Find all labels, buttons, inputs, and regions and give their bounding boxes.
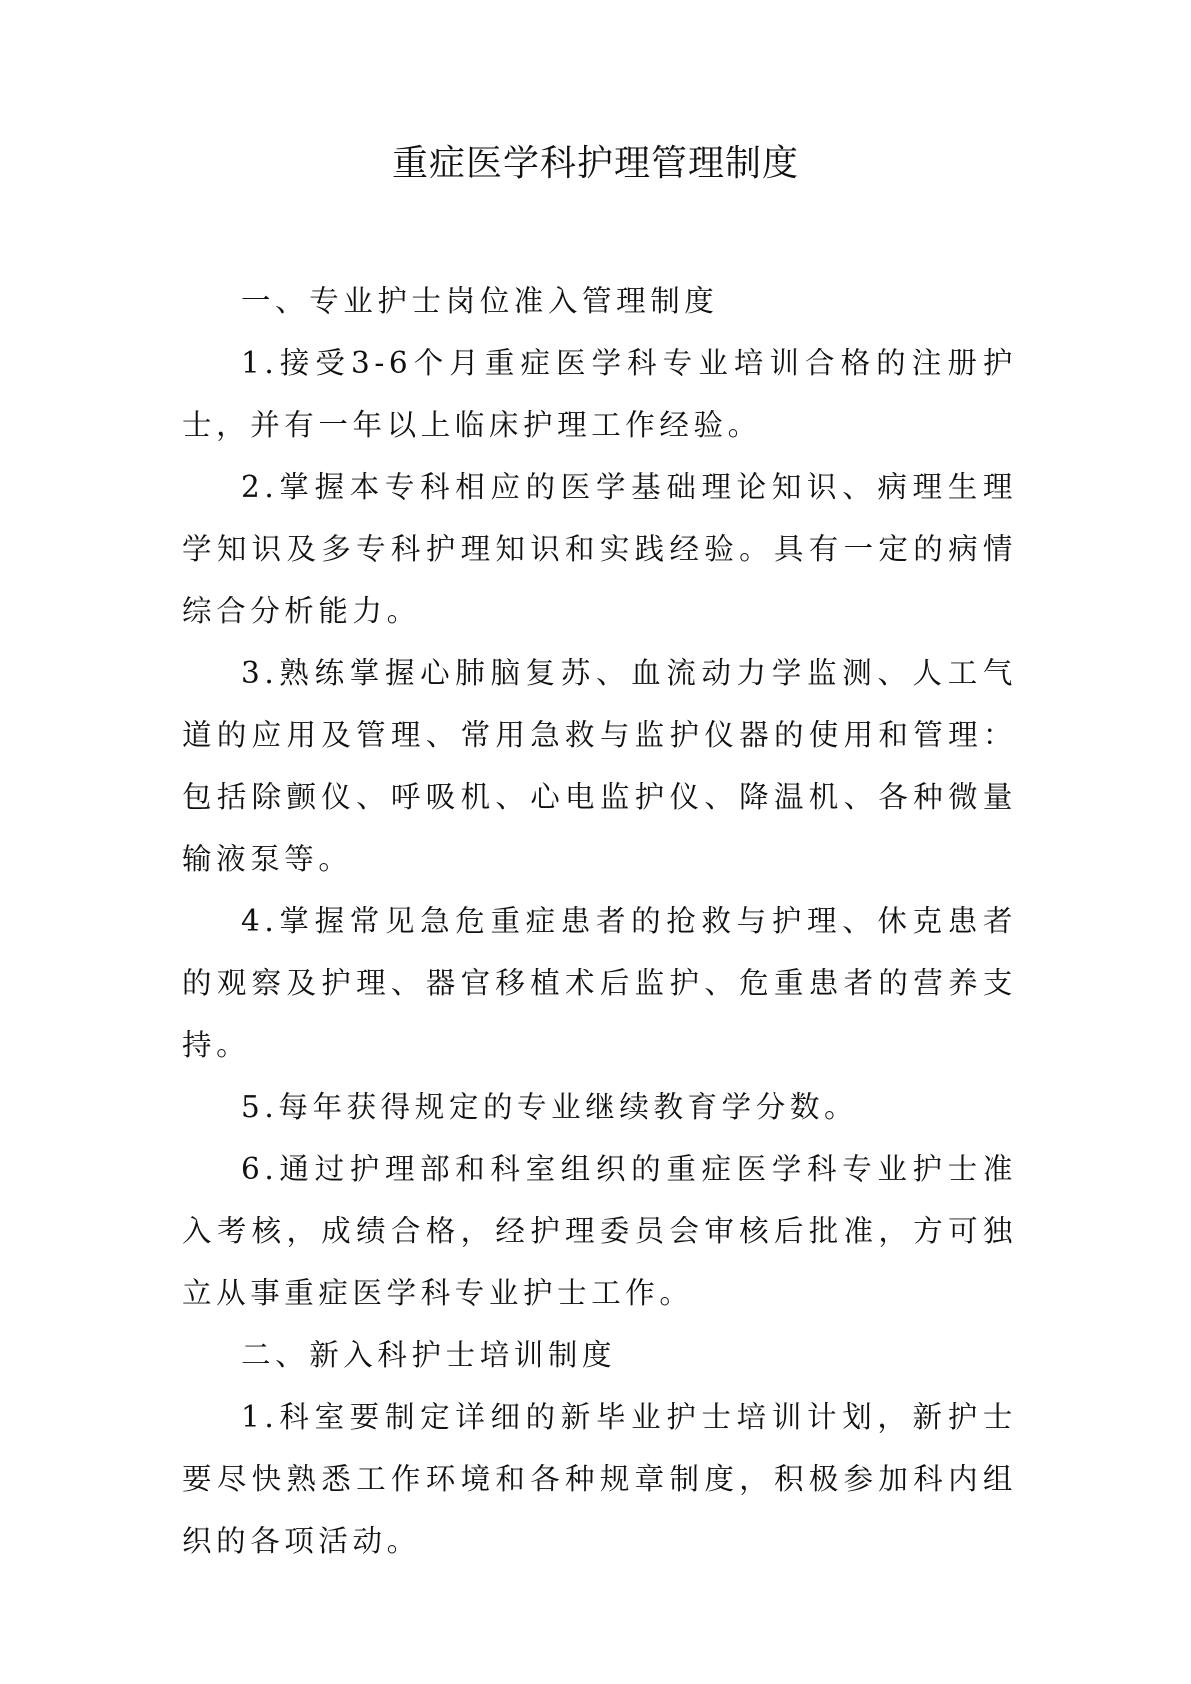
paragraph: 4.掌握常见急危重症患者的抢救与护理、休克患者的观察及护理、器官移植术后监护、危重患者的营养支持。 <box>182 904 1017 1062</box>
document-body <box>182 270 1017 1572</box>
paragraph: 1.科室要制定详细的新毕业护士培训计划，新护士要尽快熟悉工作环境和各种规章制度，积极参加科内组织的各项活动。 <box>182 1400 1017 1558</box>
paragraph: 6.通过护理部和科室组织的重症医学科专业护士准入考核，成绩合格，经护理委员会审核后批准，方可独立从事重症医学科专业护士工作。 <box>182 1152 1017 1310</box>
document-title: 重症医学科护理管理制度 <box>391 143 799 184</box>
paragraph: 5.每年获得规定的专业继续教育学分数。 <box>241 1090 859 1124</box>
paragraph: 1.接受3-6个月重症医学科专业培训合格的注册护士，并有一年以上临床护理工作经验。 <box>182 346 1017 442</box>
paragraph: 2.掌握本专科相应的医学基础理论知识、病理生理学知识及多专科护理知识和实践经验。具有一定的病情综合分析能力。 <box>182 470 1017 628</box>
section-heading: 二、新入科护士培训制度 <box>241 1338 617 1372</box>
paragraph: 3.熟练掌握心肺脑复苏、血流动力学监测、人工气道的应用及管理、常用急救与监护仪器的使用和管理：包括除颤仪、呼吸机、心电监护仪、降温机、各种微量输液泵等。 <box>182 656 1017 876</box>
section-heading: 一、专业护士岗位准入管理制度 <box>241 284 719 318</box>
